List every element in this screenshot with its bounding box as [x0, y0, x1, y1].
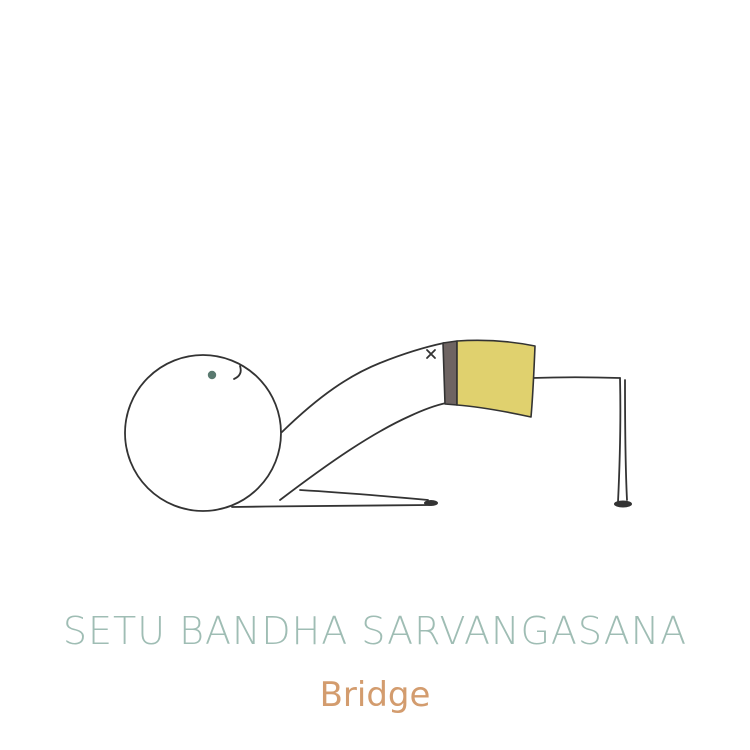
joint-marker — [427, 350, 435, 358]
eye — [208, 371, 216, 379]
foot — [614, 501, 632, 508]
head — [125, 355, 281, 511]
hand — [424, 500, 438, 506]
shorts — [457, 340, 535, 417]
torso-lower-line — [280, 403, 446, 500]
arm-lower — [232, 505, 430, 507]
smile — [234, 366, 241, 379]
shin-front — [625, 380, 627, 500]
shin-back — [618, 378, 620, 502]
pose-sanskrit-name: SETU BANDHA SARVANGASANA — [62, 609, 688, 653]
arm-upper — [300, 490, 428, 500]
torso-upper-line — [282, 343, 444, 432]
waistband — [443, 341, 457, 405]
pose-english-name: Bridge — [319, 675, 431, 715]
thigh-line — [532, 377, 620, 378]
